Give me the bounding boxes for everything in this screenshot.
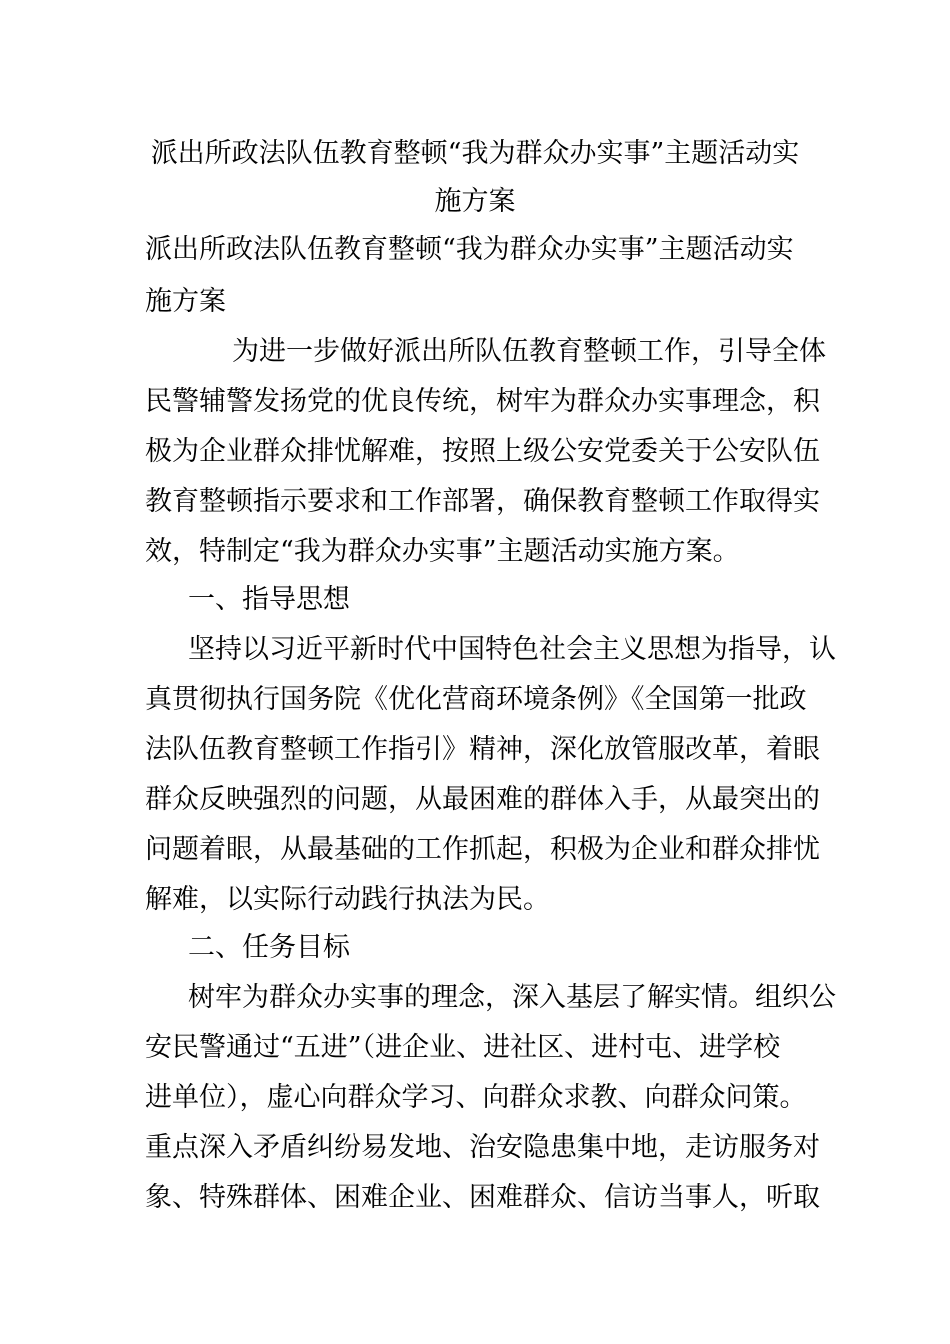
body-line: 施方案 xyxy=(145,286,226,317)
body-line: 问题着眼，从最基础的工作抓起，积极为企业和群众排忧 xyxy=(145,834,820,865)
document-title-line-2: 施方案 xyxy=(434,186,516,217)
body-line: 法队伍教育整顿工作指引》精神，深化放管服改革，着眼 xyxy=(145,734,820,765)
body-line: 民警辅警发扬党的优良传统，树牢为群众办实事理念，积 xyxy=(145,386,820,417)
body-line: 派出所政法队伍教育整顿“我为群众办实事”主题活动实 xyxy=(145,234,794,265)
document-title-line-1: 派出所政法队伍教育整顿“我为群众办实事”主题活动实 xyxy=(150,138,800,169)
body-line: 树牢为群众办实事的理念，深入基层了解实情。组织公 xyxy=(188,982,836,1013)
body-line: 教育整顿指示要求和工作部署，确保教育整顿工作取得实 xyxy=(145,486,820,517)
body-line: 坚持以习近平新时代中国特色社会主义思想为指导，认 xyxy=(188,634,836,665)
section-heading-task-goals: 二、任务目标 xyxy=(188,932,350,963)
body-line: 重点深入矛盾纠纷易发地、治安隐患集中地，走访服务对 xyxy=(145,1132,820,1163)
paragraph-intro-line: 为进一步做好派出所队伍教育整顿工作，引导全体 xyxy=(232,336,826,367)
body-line: 极为企业群众排忧解难，按照上级公安党委关于公安队伍 xyxy=(145,436,820,467)
body-line: 解难，以实际行动践行执法为民。 xyxy=(145,884,550,915)
body-line: 象、特殊群体、困难企业、困难群众、信访当事人，听取 xyxy=(145,1182,820,1213)
body-line: 真贯彻执行国务院《优化营商环境条例》《全国第一批政 xyxy=(145,684,807,715)
body-line: 群众反映强烈的问题，从最困难的群体入手，从最突出的 xyxy=(145,784,820,815)
section-heading-guiding-thought: 一、指导思想 xyxy=(188,584,350,615)
body-line: 进单位），虚心向群众学习、向群众求教、向群众问策。 xyxy=(145,1082,807,1113)
body-line: 安民警通过“五进”（进企业、进社区、进村屯、进学校 xyxy=(145,1032,781,1063)
body-line: 效，特制定“我为群众办实事”主题活动实施方案。 xyxy=(145,536,740,567)
